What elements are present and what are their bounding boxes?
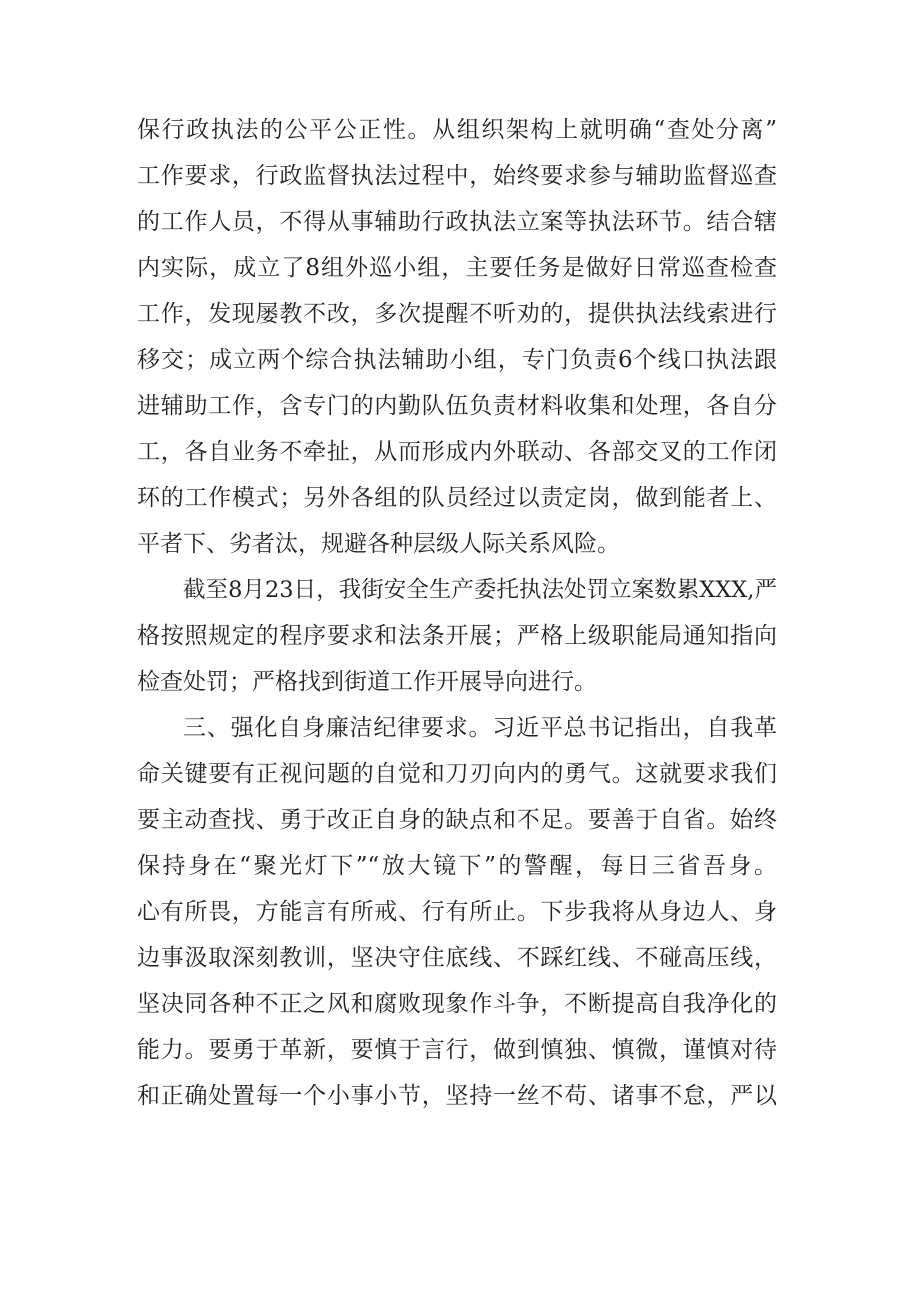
text-line: 环的工作模式；另外各组的队员经过以责定岗，做到能者上、: [137, 485, 777, 511]
document-body: [137, 107, 777, 1119]
text-line: 移交；成立两个综合执法辅助小组，专门负责6个线口执法跟: [137, 347, 777, 373]
text-line: 检查处罚；严格找到街道工作开展导向进行。: [137, 669, 597, 695]
text-line: 三、强化自身廉洁纪律要求。习近平总书记指出，自我革: [183, 715, 777, 741]
text-line: 工，各自业务不牵扯，从而形成内外联动、各部交叉的工作闭: [137, 439, 777, 465]
text-line: 平者下、劣者汰，规避各种层级人际关系风险。: [137, 531, 620, 557]
text-line: 心有所畏，方能言有所戒、行有所止。下步我将从身边人、身: [137, 899, 777, 925]
text-line: 保行政执法的公平公正性。从组织架构上就明确“查处分离”: [137, 117, 777, 143]
text-line: 内实际，成立了8组外巡小组，主要任务是做好日常巡查检查: [137, 255, 777, 281]
text-line: 截至8月23日，我街安全生产委托执法处罚立案数累XXX,严: [183, 577, 777, 603]
text-line: 的工作人员，不得从事辅助行政执法立案等执法环节。结合辖: [137, 209, 777, 235]
text-line: 能力。要勇于革新，要慎于言行，做到慎独、慎微，谨慎对待: [137, 1037, 777, 1063]
text-line: 边事汲取深刻教训，坚决守住底线、不踩红线、不碰高压线，: [137, 945, 777, 971]
text-line: 命关键要有正视问题的自觉和刀刃向内的勇气。这就要求我们: [137, 761, 777, 787]
text-line: 和正确处置每一个小事小节，坚持一丝不苟、诸事不怠，严以: [137, 1083, 777, 1109]
text-line: 坚决同各种不正之风和腐败现象作斗争，不断提高自我净化的: [137, 991, 777, 1017]
text-line: 要主动查找、勇于改正自身的缺点和不足。要善于自省。始终: [137, 807, 777, 833]
text-line: 格按照规定的程序要求和法条开展；严格上级职能局通知指向: [137, 623, 777, 649]
text-line: 工作要求，行政监督执法过程中，始终要求参与辅助监督巡查: [137, 163, 777, 189]
text-line: 保持身在“聚光灯下”“放大镜下”的警醒，每日三省吾身。: [137, 853, 777, 879]
text-line: 进辅助工作，含专门的内勤队伍负责材料收集和处理，各自分: [137, 393, 777, 419]
text-line: 工作，发现屡教不改，多次提醒不听劝的，提供执法线索进行: [137, 301, 777, 327]
